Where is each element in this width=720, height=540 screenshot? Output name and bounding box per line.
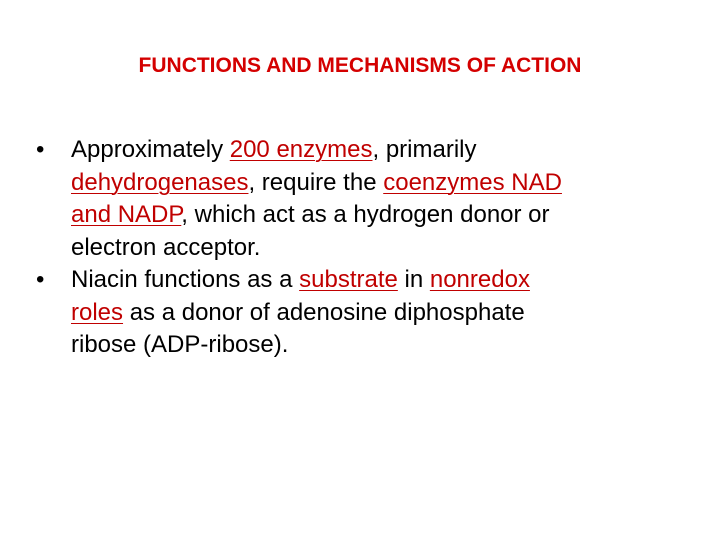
bullet-list (36, 134, 666, 362)
bullet-line (71, 297, 666, 330)
text-segment: , primarily (372, 136, 477, 163)
bullet-dot-icon: • (36, 266, 45, 293)
bullet-dot-icon: • (36, 136, 45, 163)
bullet-line (71, 329, 666, 362)
text-segment: in (397, 266, 430, 293)
text-segment: ribose (ADP-ribose). (71, 331, 289, 358)
text-segment: Approximately (71, 136, 230, 163)
highlighted-term: 200 enzymes (229, 136, 373, 163)
highlighted-term: roles (71, 298, 124, 326)
text-segment: , require the (248, 168, 384, 196)
highlighted-term: coenzymes NAD (383, 168, 562, 196)
highlighted-term: and NADP (71, 201, 182, 228)
bullet-item (36, 134, 666, 264)
highlighted-term: dehydrogenases (71, 168, 249, 196)
text-segment: , which act as a hydrogen donor or (181, 201, 550, 228)
bullet-line (71, 232, 666, 265)
highlighted-term: substrate (299, 266, 398, 293)
bullet-item (36, 264, 666, 362)
text-segment: as a donor of adenosine diphosphate (123, 298, 525, 326)
highlighted-term: nonredox (429, 266, 530, 293)
slide-title: FUNCTIONS AND MECHANISMS OF ACTION (138, 54, 582, 77)
bullet-line (71, 199, 666, 232)
text-segment: electron acceptor. (71, 233, 261, 261)
bullet-line (71, 167, 666, 200)
bullet-line (71, 134, 666, 167)
bullet-line (71, 264, 666, 297)
text-segment: Niacin functions as a (71, 266, 300, 293)
